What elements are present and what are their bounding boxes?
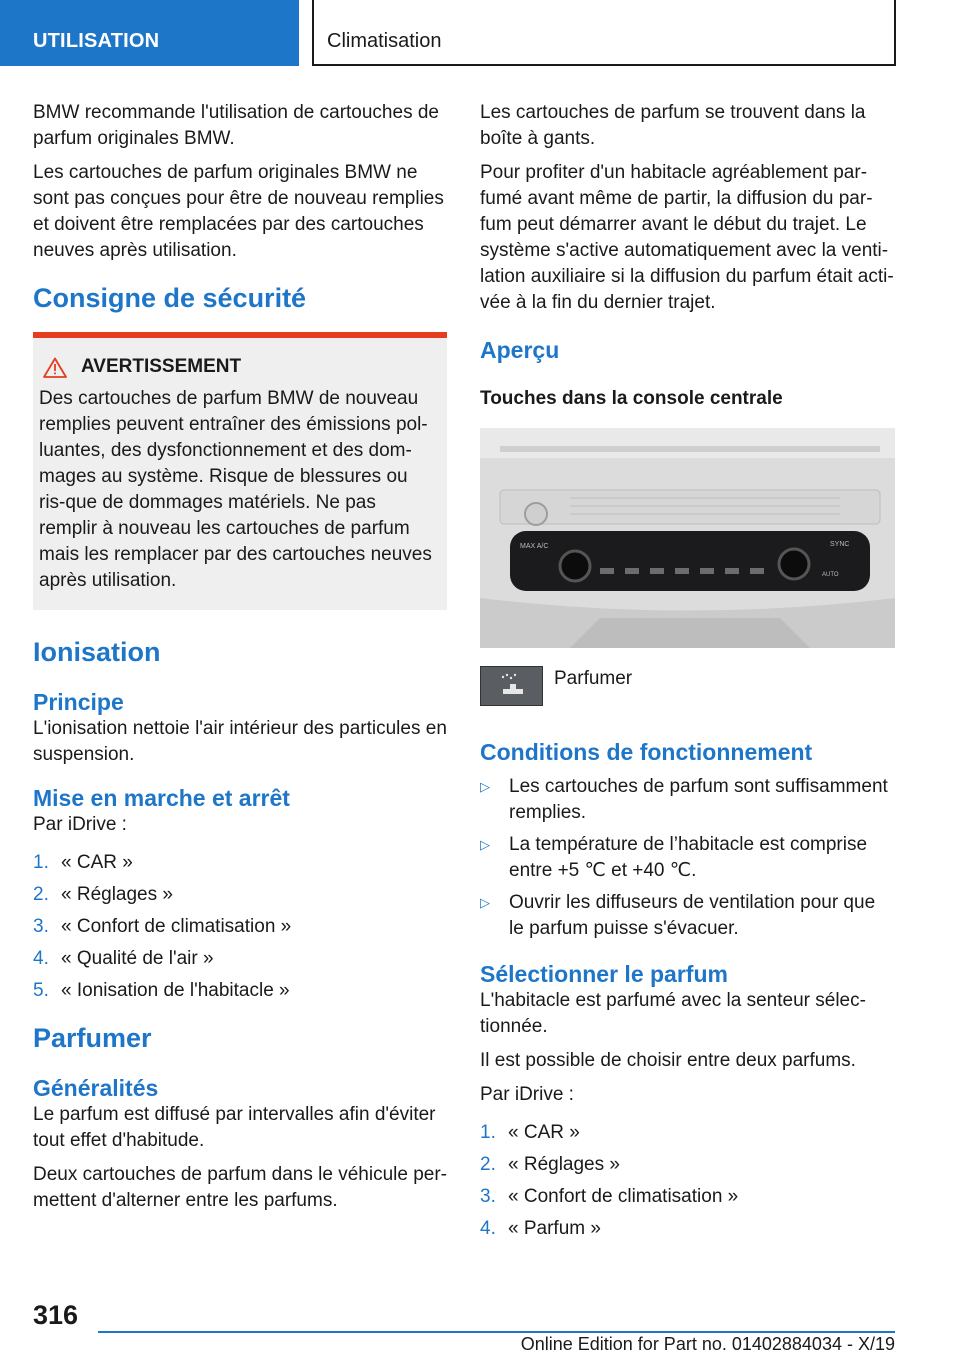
ionisation-steps bbox=[33, 850, 447, 1004]
list-item: 3. « Confort de climatisation » bbox=[33, 916, 292, 937]
list-item: 2. « Réglages » bbox=[480, 1154, 620, 1175]
triangle-bullet-icon: ▷ bbox=[480, 837, 490, 852]
select-heading: Sélectionner le parfum bbox=[480, 961, 728, 987]
console-heading: Touches dans la console centrale bbox=[480, 388, 783, 409]
chapter-tab: UTILISATION bbox=[0, 0, 299, 66]
principle-heading: Principe bbox=[33, 689, 124, 715]
triangle-bullet-icon: ▷ bbox=[480, 895, 490, 910]
list-item: ▷ La température de l’habitacle est comprise entre +5 ℃ et +40 ℃. bbox=[480, 832, 895, 884]
list-item: ▷ Ouvrir les diffuseurs de ventilation pour que le parfum puisse s'évacuer. bbox=[480, 890, 895, 942]
perfume-button-caption: Parfumer bbox=[554, 668, 633, 689]
list-item: 3. « Confort de climatisation » bbox=[480, 1186, 739, 1207]
ionisation-heading: Ionisation bbox=[33, 637, 161, 667]
general-heading: Généralités bbox=[33, 1075, 159, 1101]
conditions-list bbox=[480, 774, 895, 942]
triangle-bullet-icon: ▷ bbox=[480, 779, 490, 794]
right-column bbox=[480, 100, 895, 1248]
right-paragraph-1: Les cartouches de parfum se trouvent dans la boîte à gants. bbox=[480, 102, 866, 149]
center-console-photo bbox=[480, 428, 895, 648]
general-paragraph-2: Deux cartouches de parfum dans le véhicule per-mettent d'alterner entre les parfums. bbox=[33, 1164, 448, 1211]
list-item: 4. « Qualité de l'air » bbox=[33, 948, 214, 969]
conditions-heading: Conditions de fonctionnement bbox=[480, 739, 813, 765]
onoff-heading: Mise en marche et arrêt bbox=[33, 785, 290, 811]
auto-label: AUTO bbox=[822, 572, 839, 578]
safety-heading: Consigne de sécurité bbox=[33, 283, 307, 313]
principle-text: L'ionisation nettoie l'air intérieur des particules en suspension. bbox=[33, 718, 447, 765]
general-paragraph-1: Le parfum est diffusé par intervalles afin d'éviter tout effet d'habitude. bbox=[33, 1104, 436, 1151]
warning-title bbox=[39, 354, 439, 380]
idrive-label: Par iDrive : bbox=[33, 814, 127, 835]
list-item: ▷ Les cartouches de parfum sont suffisamment remplies. bbox=[480, 774, 895, 826]
list-item: 5. « Ionisation de l'habitacle » bbox=[33, 980, 290, 1001]
right-paragraph-2: Pour profiter d'un habitacle agréablement par-fumé avant même de partir, la diffusion du par-fum peut démarrer avant le début du trajet. Le système s'active automatiquement avec la venti-lation auxiliaire si la diffusion du parfum était acti-vée à la fin du dernier trajet. bbox=[480, 162, 894, 313]
intro-paragraph-1: BMW recommande l'utilisation de cartouches de parfum originales BMW. bbox=[33, 102, 439, 149]
select-paragraph-1: L'habitacle est parfumé avec la senteur sélec-tionnée. bbox=[480, 990, 866, 1037]
idrive-label-right: Par iDrive : bbox=[480, 1084, 574, 1105]
overview-heading: Aperçu bbox=[480, 337, 560, 363]
left-column bbox=[33, 100, 447, 1222]
max-ac-label: MAX A/C bbox=[520, 543, 549, 550]
list-item: 2. « Réglages » bbox=[33, 884, 173, 905]
intro-paragraph-2: Les cartouches de parfum originales BMW ne sont pas conçues pour être de nouveau remplies et doivent être remplacées par des cartouches neuves après utilisation. bbox=[33, 162, 444, 261]
warning-text: Des cartouches de parfum BMW de nouveau remplies peuvent entraîner des émissions pol-luantes, des dysfonctionnement et des dom-mages au système. Risque de blessures ou ris-que de dommages matériels. Ne pas remplir à nouveau les cartouches de parfum mais les remplacer par des cartouches neuves après utilisation. bbox=[39, 388, 432, 591]
list-item: 4. « Parfum » bbox=[480, 1218, 601, 1239]
select-paragraph-2: Il est possible de choisir entre deux parfums. bbox=[480, 1050, 856, 1071]
footer-divider bbox=[98, 1331, 895, 1333]
warning-icon bbox=[43, 357, 67, 378]
parfumer-heading: Parfumer bbox=[33, 1023, 152, 1053]
warning-box bbox=[33, 332, 447, 610]
warning-title-text: AVERTISSEMENT bbox=[81, 356, 242, 377]
list-item: 1. « CAR » bbox=[480, 1122, 580, 1143]
perfume-button-row bbox=[480, 666, 895, 706]
page-number: 316 bbox=[33, 1300, 79, 1330]
edition-footer: Online Edition for Part no. 01402884034 - X/19 bbox=[520, 1334, 895, 1354]
sync-label: SYNC bbox=[830, 541, 850, 548]
section-title: Climatisation bbox=[312, 0, 896, 66]
perfume-button-icon bbox=[480, 666, 543, 706]
list-item: 1. « CAR » bbox=[33, 852, 133, 873]
perfume-steps bbox=[480, 1120, 895, 1242]
